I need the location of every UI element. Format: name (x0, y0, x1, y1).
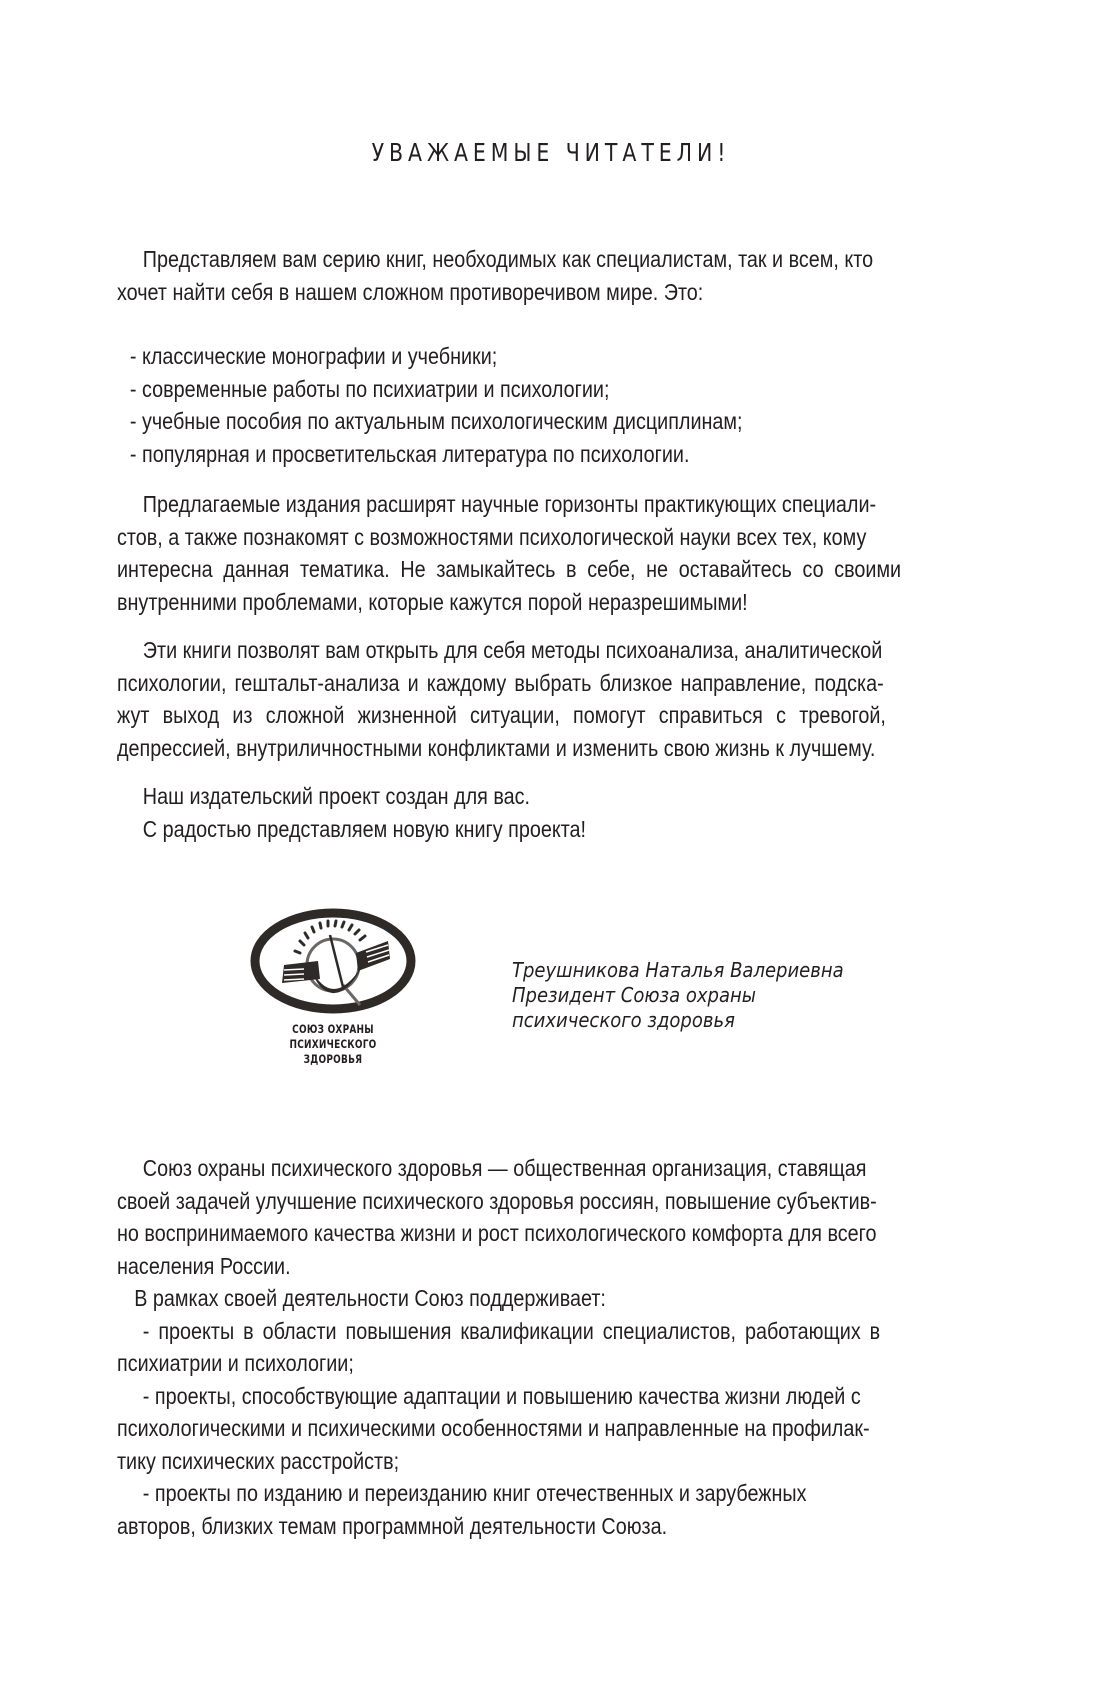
paragraph-line: интересна данная тематика. Не замыкайтесь в себе, не оставайтесь со своими (117, 556, 902, 582)
list-item: - популярная и просветительская литература по психологии. (129, 440, 690, 467)
paragraph-line: депрессией, внутриличностными конфликтами и изменить свою жизнь к лучшему. (117, 734, 876, 761)
series-list (117, 340, 987, 470)
page-title: УВАЖАЕМЫЕ ЧИТАТЕЛИ! (371, 138, 731, 167)
signature-position: Президент Союза охраны (512, 983, 756, 1007)
signature-name: Треушникова Наталья Валериевна (512, 958, 844, 982)
organization-logo (248, 905, 418, 1067)
signature-block (512, 958, 881, 1033)
paragraph-line: Эти книги позволят вам открыть для себя методы психоанализа, аналитической (142, 637, 883, 663)
support-item-line: тику психических расстройств; (117, 1447, 400, 1474)
closing-line: Наш издательский проект создан для вас. (142, 783, 531, 809)
list-item: - современные работы по психиатрии и психологии; (129, 375, 610, 402)
support-item-line: психиатрии и психологии; (117, 1350, 354, 1376)
closing-lines (117, 780, 987, 845)
support-intro: В рамках своей деятельности Союз поддерживает: (134, 1285, 606, 1311)
closing-line: С радостью представляем новую книгу проекта! (142, 815, 587, 842)
union-mental-health-emblem-icon (248, 905, 418, 1015)
methods-paragraph (117, 634, 987, 764)
paragraph-line: психологии, гештальт-анализа и каждому выбрать близкое направление, подска- (117, 669, 884, 696)
about-line: своей задачей улучшение психического здоровья россиян, повышение субъектив- (117, 1187, 877, 1214)
about-line: населения России. (117, 1252, 291, 1279)
about-line: но воспринимаемого качества жизни и рост психологического комфорта для всего (117, 1220, 877, 1246)
intro-line: Представляем вам серию книг, необходимых как специалистам, так и всем, кто (142, 246, 874, 272)
support-item-line: авторов, близких темам программной деятельности Союза. (117, 1512, 668, 1539)
paragraph-line: Предлагаемые издания расширят научные горизонты практикующих специали- (142, 491, 877, 517)
about-line: Союз охраны психического здоровья — общественная организация, ставящая (142, 1155, 867, 1181)
list-item: - учебные пособия по актуальным психологическим дисциплинам; (129, 408, 743, 434)
editions-paragraph (117, 488, 987, 618)
list-item: - классические монографии и учебники; (129, 343, 498, 369)
paragraph-line: стов, а также познакомят с возможностями психологической науки всех тех, кому (117, 523, 867, 550)
intro-paragraph (117, 243, 987, 308)
signature-position: психического здоровья (512, 1008, 735, 1032)
support-item-line: - проекты по изданию и переизданию книг отечественных и зарубежных (142, 1480, 807, 1506)
support-item-line: - проекты, способствующие адаптации и повышению качества жизни людей с (142, 1382, 861, 1409)
intro-line: хочет найти себя в нашем сложном противоречивом мире. Это: (117, 278, 704, 305)
logo-caption-line: СОЮЗ ОХРАНЫ (292, 1022, 374, 1036)
support-item-line: психологическими и психическими особенностями и направленные на профилак- (117, 1415, 870, 1441)
paragraph-line: жут выход из сложной жизненной ситуации, помогут справиться с тревогой, (117, 702, 886, 728)
logo-caption (267, 1022, 400, 1067)
paragraph-line: внутренними проблемами, которые кажутся порой неразрешимыми! (117, 588, 748, 615)
support-item-line: - проекты в области повышения квалификации специалистов, работающих в (142, 1317, 881, 1344)
logo-caption-line: ПСИХИЧЕСКОГО ЗДОРОВЬЯ (289, 1037, 377, 1066)
about-union (117, 1152, 987, 1542)
